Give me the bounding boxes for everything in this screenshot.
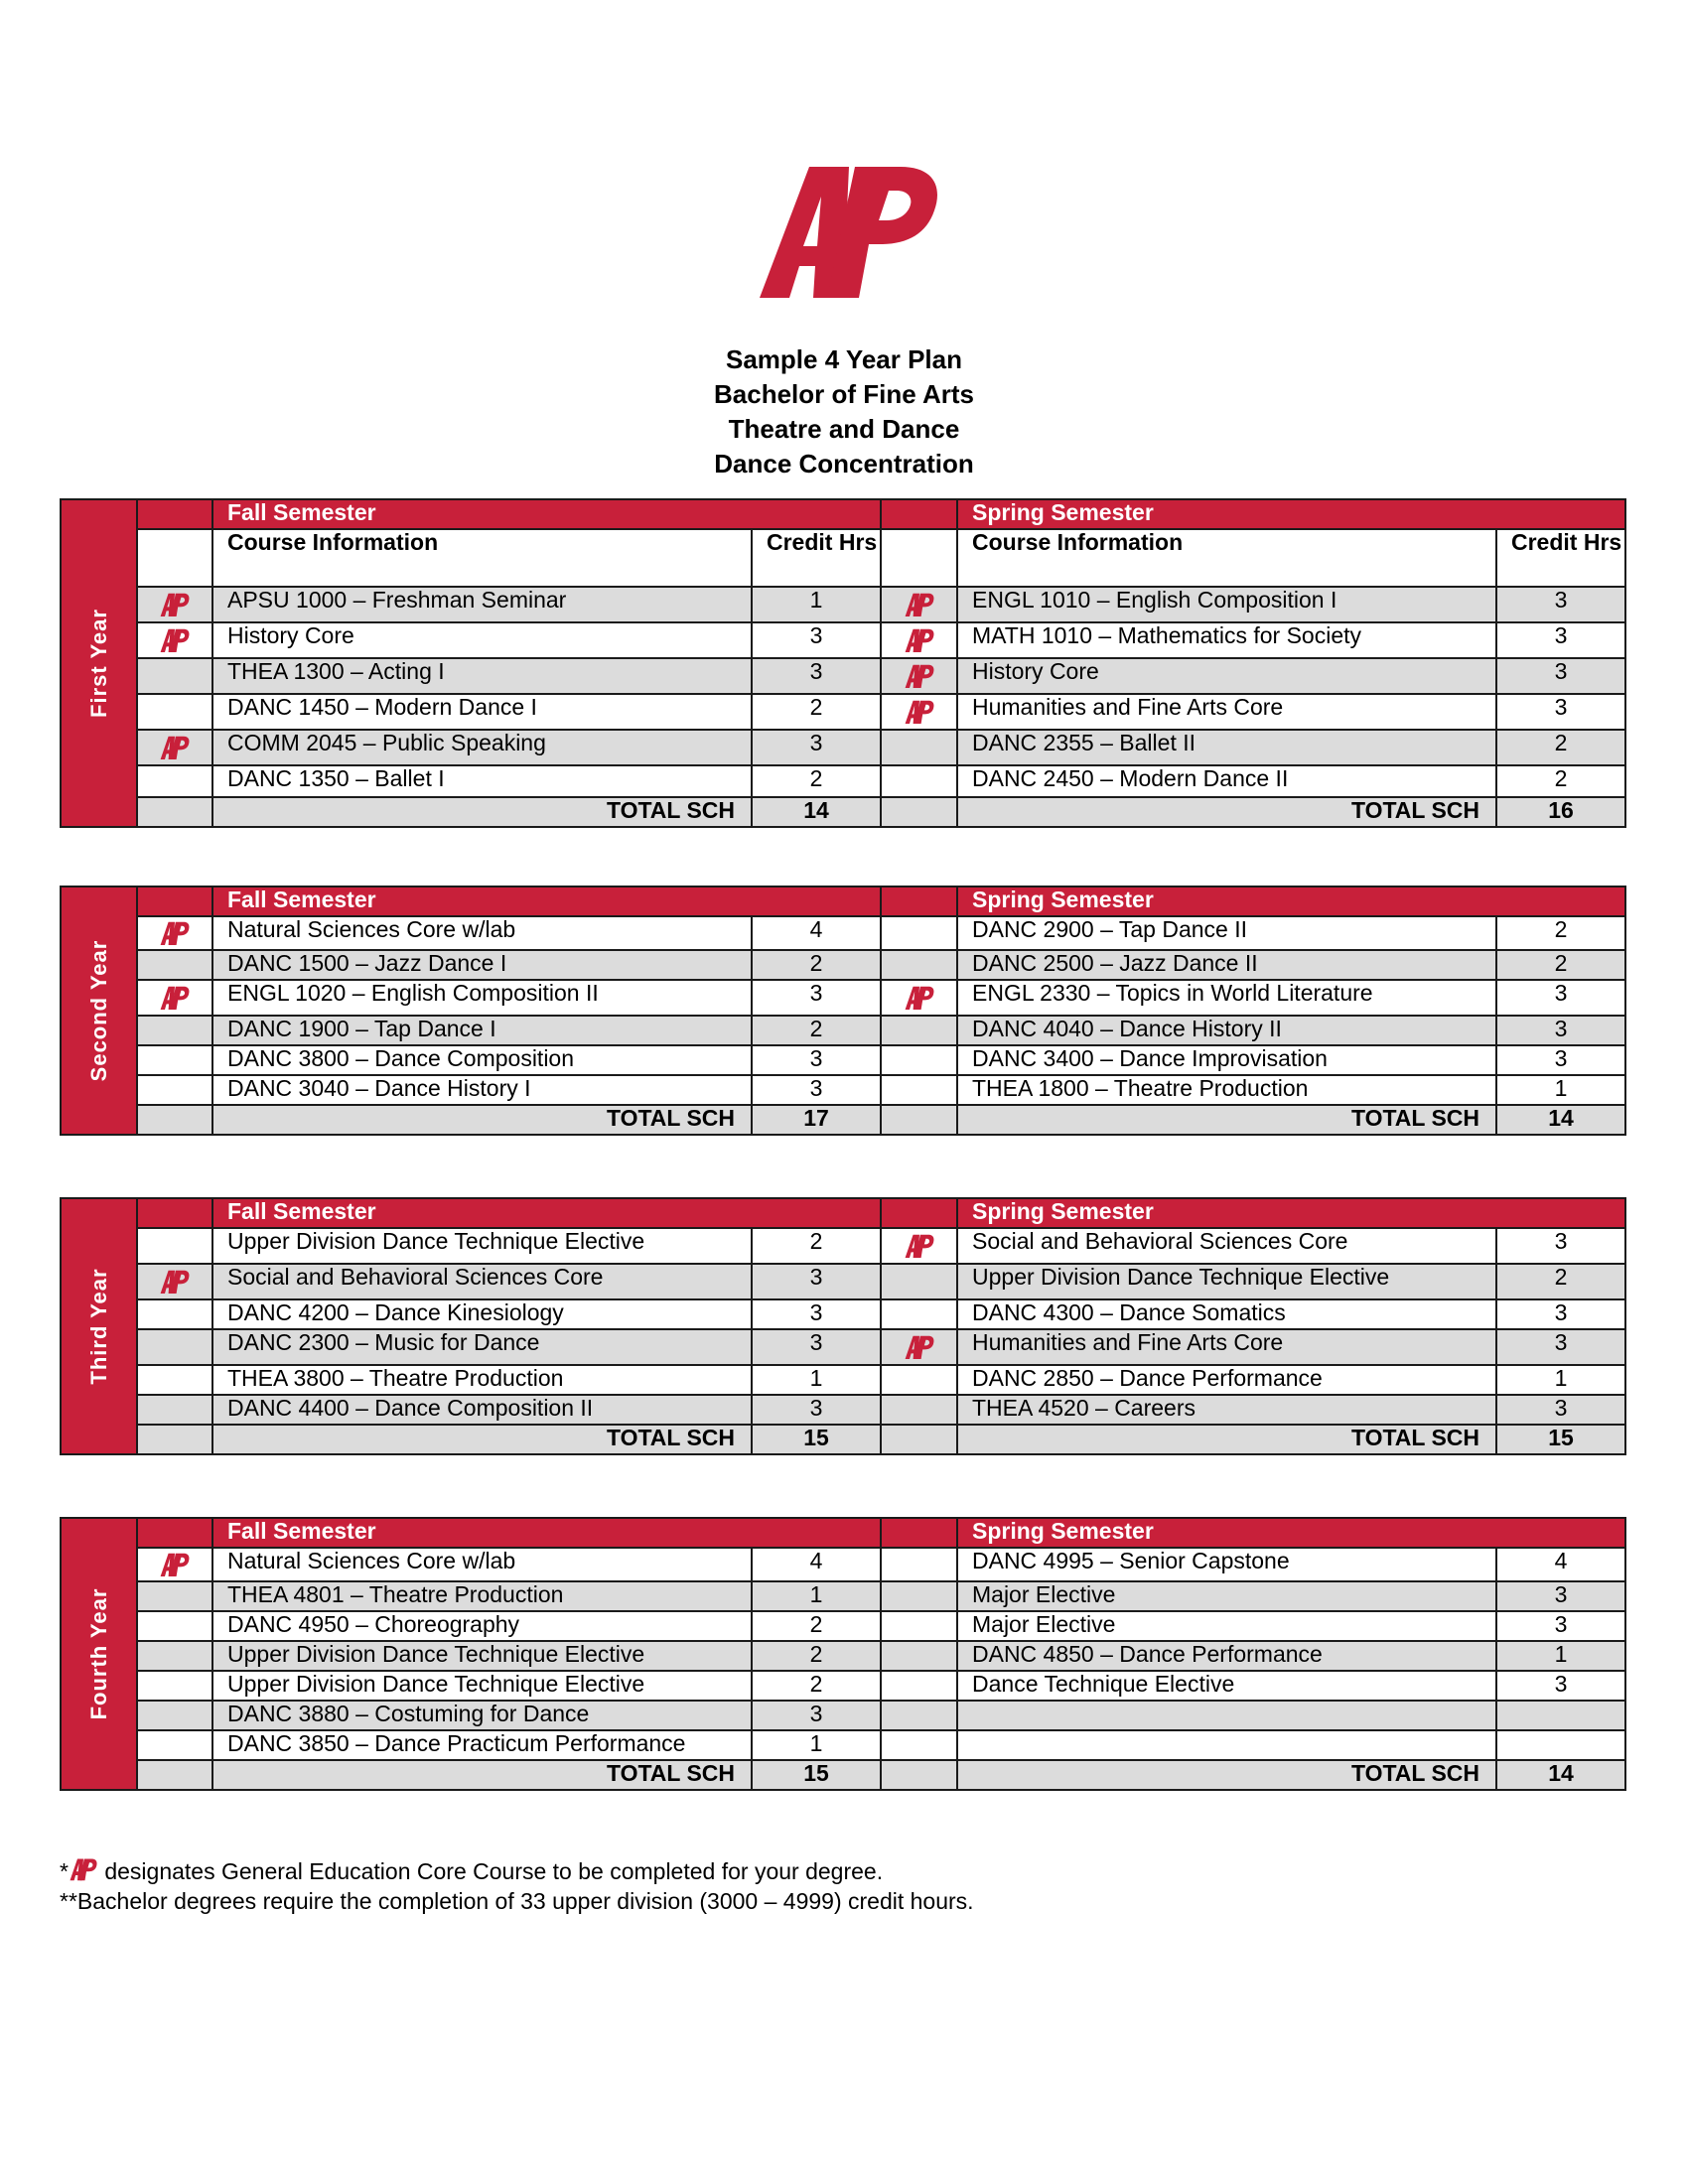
- ap-core-icon: [159, 591, 191, 618]
- spring-semester-header: Spring Semester: [957, 1518, 1625, 1548]
- spring-course: Dance Technique Elective: [957, 1671, 1496, 1701]
- fall-course: DANC 2300 – Music for Dance: [212, 1329, 752, 1365]
- icon-cell: [137, 980, 212, 1016]
- spring-course: Upper Division Dance Technique Elective: [957, 1264, 1496, 1299]
- spring-course: History Core: [957, 658, 1496, 694]
- spring-credit-hrs: 3: [1496, 587, 1625, 622]
- spring-course: DANC 2450 – Modern Dance II: [957, 765, 1496, 797]
- fall-total-label: TOTAL SCH: [212, 1760, 752, 1790]
- icon-cell: [137, 1581, 212, 1611]
- fall-course: DANC 1450 – Modern Dance I: [212, 694, 752, 730]
- table-row: [61, 1329, 1625, 1365]
- icon-cell: [881, 1395, 957, 1425]
- table-row: [61, 1045, 1625, 1075]
- table-row: [61, 1548, 1625, 1581]
- icon-cell: [137, 1425, 212, 1454]
- icon-column-header: [881, 1198, 957, 1228]
- spring-course: DANC 2900 – Tap Dance II: [957, 916, 1496, 950]
- icon-cell: [137, 1105, 212, 1135]
- icon-cell: [881, 916, 957, 950]
- fall-credit-hrs: 3: [752, 1701, 881, 1730]
- table-row: [61, 1671, 1625, 1701]
- year-label: Fourth Year: [61, 1518, 137, 1790]
- icon-cell: [137, 1395, 212, 1425]
- ap-core-icon: [159, 919, 191, 947]
- spring-credit-hrs: 3: [1496, 1299, 1625, 1329]
- icon-column-header: [881, 1518, 957, 1548]
- ap-core-icon: [159, 626, 191, 654]
- table-row: [61, 765, 1625, 797]
- icon-cell: [137, 1701, 212, 1730]
- title-line-4: Dance Concentration: [714, 449, 974, 478]
- year-label: Second Year: [61, 887, 137, 1135]
- spring-credit-hrs: 1: [1496, 1365, 1625, 1395]
- title-line-2: Bachelor of Fine Arts: [714, 379, 974, 409]
- icon-column-header: [137, 499, 212, 529]
- spring-credit-hrs: 2: [1496, 1264, 1625, 1299]
- fall-course: Social and Behavioral Sciences Core: [212, 1264, 752, 1299]
- icon-cell: [881, 1016, 957, 1045]
- year-table: [60, 1517, 1626, 1791]
- spring-credit-hrs: 3: [1496, 1581, 1625, 1611]
- year-table: [60, 498, 1626, 828]
- fall-total-label: TOTAL SCH: [212, 1425, 752, 1454]
- fall-semester-header: Fall Semester: [212, 887, 881, 916]
- spring-credit-hrs: 3: [1496, 1016, 1625, 1045]
- spring-total-value: 15: [1496, 1425, 1625, 1454]
- spring-course: DANC 4850 – Dance Performance: [957, 1641, 1496, 1671]
- icon-column-header: [137, 1198, 212, 1228]
- spring-course: DANC 2850 – Dance Performance: [957, 1365, 1496, 1395]
- fall-credit-hrs: 1: [752, 1581, 881, 1611]
- spring-course: DANC 4040 – Dance History II: [957, 1016, 1496, 1045]
- fall-course: Upper Division Dance Technique Elective: [212, 1641, 752, 1671]
- fall-course: Natural Sciences Core w/lab: [212, 916, 752, 950]
- footnote-gen-ed: [60, 1856, 974, 1886]
- spring-credit-hrs: 2: [1496, 730, 1625, 765]
- icon-cell: [881, 587, 957, 622]
- icon-cell: [881, 1365, 957, 1395]
- fall-credit-hrs: 3: [752, 1395, 881, 1425]
- icon-cell: [137, 1045, 212, 1075]
- total-row: [61, 1425, 1625, 1454]
- icon-cell: [881, 1641, 957, 1671]
- table-row: [61, 1075, 1625, 1105]
- spring-credit-hrs: 3: [1496, 622, 1625, 658]
- fall-course: DANC 4950 – Choreography: [212, 1611, 752, 1641]
- fall-credit-hrs: 1: [752, 1365, 881, 1395]
- icon-column-header: [137, 1518, 212, 1548]
- fall-total-value: 15: [752, 1760, 881, 1790]
- spring-semester-header: Spring Semester: [957, 499, 1625, 529]
- fall-semester-header: Fall Semester: [212, 1198, 881, 1228]
- spring-credit-hrs: 2: [1496, 765, 1625, 797]
- fall-course: DANC 4200 – Dance Kinesiology: [212, 1299, 752, 1329]
- title-line-3: Theatre and Dance: [728, 414, 960, 444]
- fall-credit-hrs: 2: [752, 1671, 881, 1701]
- spring-course: DANC 2355 – Ballet II: [957, 730, 1496, 765]
- icon-cell: [137, 1264, 212, 1299]
- credit-hrs-header: Credit Hrs: [1496, 529, 1625, 587]
- icon-cell: [137, 658, 212, 694]
- spring-course: DANC 3400 – Dance Improvisation: [957, 1045, 1496, 1075]
- table-row: [61, 1264, 1625, 1299]
- fall-course: ENGL 1020 – English Composition II: [212, 980, 752, 1016]
- spring-course: DANC 4995 – Senior Capstone: [957, 1548, 1496, 1581]
- table-row: [61, 622, 1625, 658]
- table-row: [61, 1730, 1625, 1760]
- icon-cell: [137, 765, 212, 797]
- spring-total-value: 14: [1496, 1760, 1625, 1790]
- fall-course: DANC 3040 – Dance History I: [212, 1075, 752, 1105]
- icon-cell: [137, 587, 212, 622]
- fall-credit-hrs: 3: [752, 1264, 881, 1299]
- footnotes: [60, 1856, 974, 1916]
- ap-core-icon: [904, 1232, 935, 1260]
- icon-cell: [137, 1611, 212, 1641]
- icon-cell: [881, 1730, 957, 1760]
- title-line-1: Sample 4 Year Plan: [726, 344, 962, 374]
- fall-course: APSU 1000 – Freshman Seminar: [212, 587, 752, 622]
- fall-credit-hrs: 4: [752, 916, 881, 950]
- fall-credit-hrs: 3: [752, 1075, 881, 1105]
- icon-cell: [881, 1105, 957, 1135]
- spring-total-value: 14: [1496, 1105, 1625, 1135]
- fall-course: DANC 3850 – Dance Practicum Performance: [212, 1730, 752, 1760]
- table-row: [61, 1299, 1625, 1329]
- spring-credit-hrs: 3: [1496, 1045, 1625, 1075]
- spring-course: Major Elective: [957, 1581, 1496, 1611]
- icon-cell: [881, 980, 957, 1016]
- icon-cell: [137, 1730, 212, 1760]
- ap-core-icon: [904, 591, 935, 618]
- icon-cell: [137, 694, 212, 730]
- table-row: [61, 1701, 1625, 1730]
- year-block: [60, 886, 1626, 1136]
- fall-total-value: 14: [752, 797, 881, 827]
- spring-credit-hrs: 3: [1496, 1671, 1625, 1701]
- table-row: [61, 1581, 1625, 1611]
- fall-credit-hrs: 2: [752, 765, 881, 797]
- document-titles: [0, 342, 1688, 481]
- icon-column-header: [881, 887, 957, 916]
- icon-cell: [137, 1548, 212, 1581]
- year-label: Third Year: [61, 1198, 137, 1454]
- year-table: [60, 886, 1626, 1136]
- ap-core-icon: [904, 1333, 935, 1361]
- spring-total-label: TOTAL SCH: [957, 1425, 1496, 1454]
- fall-course: DANC 3880 – Costuming for Dance: [212, 1701, 752, 1730]
- fall-credit-hrs: 2: [752, 1228, 881, 1264]
- spring-credit-hrs: 3: [1496, 658, 1625, 694]
- spring-credit-hrs: 2: [1496, 950, 1625, 980]
- total-row: [61, 797, 1625, 827]
- course-info-header: Course Information: [957, 529, 1496, 587]
- fall-course: THEA 4801 – Theatre Production: [212, 1581, 752, 1611]
- icon-column-header: [137, 887, 212, 916]
- year-block: [60, 1197, 1626, 1455]
- spring-course: Humanities and Fine Arts Core: [957, 1329, 1496, 1365]
- fall-course: Upper Division Dance Technique Elective: [212, 1228, 752, 1264]
- icon-cell: [137, 950, 212, 980]
- icon-cell: [137, 1016, 212, 1045]
- icon-cell: [137, 529, 212, 587]
- fall-credit-hrs: 2: [752, 950, 881, 980]
- table-row: [61, 1641, 1625, 1671]
- icon-cell: [881, 1045, 957, 1075]
- spring-course: THEA 4520 – Careers: [957, 1395, 1496, 1425]
- ap-core-icon: [69, 1856, 98, 1882]
- table-row: [61, 916, 1625, 950]
- spring-course: [957, 1701, 1496, 1730]
- spring-credit-hrs: 3: [1496, 1228, 1625, 1264]
- icon-cell: [881, 950, 957, 980]
- table-row: [61, 1228, 1625, 1264]
- ap-core-icon: [904, 626, 935, 654]
- fall-semester-header: Fall Semester: [212, 1518, 881, 1548]
- fall-credit-hrs: 3: [752, 658, 881, 694]
- fall-course: COMM 2045 – Public Speaking: [212, 730, 752, 765]
- icon-cell: [137, 1228, 212, 1264]
- icon-cell: [137, 730, 212, 765]
- table-row: [61, 694, 1625, 730]
- spring-course: THEA 1800 – Theatre Production: [957, 1075, 1496, 1105]
- spring-course: MATH 1010 – Mathematics for Society: [957, 622, 1496, 658]
- table-row: [61, 1395, 1625, 1425]
- icon-cell: [881, 622, 957, 658]
- total-row: [61, 1760, 1625, 1790]
- icon-cell: [881, 1264, 957, 1299]
- spring-course: Major Elective: [957, 1611, 1496, 1641]
- spring-credit-hrs: 1: [1496, 1075, 1625, 1105]
- fall-credit-hrs: 3: [752, 1045, 881, 1075]
- icon-cell: [137, 797, 212, 827]
- fall-credit-hrs: 3: [752, 622, 881, 658]
- ap-core-icon: [159, 984, 191, 1012]
- fall-credit-hrs: 2: [752, 1641, 881, 1671]
- fall-course: DANC 1350 – Ballet I: [212, 765, 752, 797]
- fall-course: Natural Sciences Core w/lab: [212, 1548, 752, 1581]
- icon-cell: [881, 694, 957, 730]
- year-table: [60, 1197, 1626, 1455]
- spring-credit-hrs: [1496, 1730, 1625, 1760]
- course-info-header: Course Information: [212, 529, 752, 587]
- icon-cell: [137, 1365, 212, 1395]
- spring-semester-header: Spring Semester: [957, 887, 1625, 916]
- icon-cell: [881, 730, 957, 765]
- icon-cell: [137, 1075, 212, 1105]
- spring-total-value: 16: [1496, 797, 1625, 827]
- icon-cell: [137, 622, 212, 658]
- spring-total-label: TOTAL SCH: [957, 1105, 1496, 1135]
- spring-course: Social and Behavioral Sciences Core: [957, 1228, 1496, 1264]
- fall-course: DANC 3800 – Dance Composition: [212, 1045, 752, 1075]
- footnote-text-1: designates General Education Core Course to be completed for your degree.: [97, 1858, 884, 1884]
- fall-total-label: TOTAL SCH: [212, 797, 752, 827]
- fall-course: Upper Division Dance Technique Elective: [212, 1671, 752, 1701]
- ap-logo: [752, 149, 950, 328]
- icon-cell: [881, 1671, 957, 1701]
- fall-total-label: TOTAL SCH: [212, 1105, 752, 1135]
- spring-credit-hrs: [1496, 1701, 1625, 1730]
- fall-semester-header: Fall Semester: [212, 499, 881, 529]
- spring-total-label: TOTAL SCH: [957, 1760, 1496, 1790]
- spring-semester-header: Spring Semester: [957, 1198, 1625, 1228]
- fall-credit-hrs: 3: [752, 980, 881, 1016]
- ap-core-icon: [159, 734, 191, 761]
- spring-credit-hrs: 1: [1496, 1641, 1625, 1671]
- spring-credit-hrs: 3: [1496, 1395, 1625, 1425]
- icon-cell: [137, 1299, 212, 1329]
- table-row: [61, 730, 1625, 765]
- footnote-star: *: [60, 1858, 69, 1884]
- table-row: [61, 980, 1625, 1016]
- footnote-upper-division: **Bachelor degrees require the completion of 33 upper division (3000 – 4999) credit hours.: [60, 1888, 974, 1914]
- year-label: First Year: [61, 499, 137, 827]
- fall-course: DANC 1900 – Tap Dance I: [212, 1016, 752, 1045]
- ap-core-icon: [159, 1551, 191, 1578]
- spring-course: DANC 4300 – Dance Somatics: [957, 1299, 1496, 1329]
- icon-cell: [137, 1671, 212, 1701]
- icon-cell: [881, 1075, 957, 1105]
- icon-cell: [137, 1641, 212, 1671]
- icon-cell: [881, 797, 957, 827]
- icon-cell: [137, 916, 212, 950]
- table-row: [61, 1611, 1625, 1641]
- total-row: [61, 1105, 1625, 1135]
- table-row: [61, 658, 1625, 694]
- fall-credit-hrs: 3: [752, 730, 881, 765]
- fall-course: DANC 1500 – Jazz Dance I: [212, 950, 752, 980]
- spring-credit-hrs: 3: [1496, 1611, 1625, 1641]
- table-row: [61, 587, 1625, 622]
- icon-column-header: [881, 499, 957, 529]
- icon-cell: [881, 1548, 957, 1581]
- table-row: [61, 1365, 1625, 1395]
- table-row: [61, 1016, 1625, 1045]
- icon-cell: [881, 658, 957, 694]
- spring-credit-hrs: 3: [1496, 1329, 1625, 1365]
- fall-total-value: 15: [752, 1425, 881, 1454]
- fall-credit-hrs: 1: [752, 1730, 881, 1760]
- year-block: [60, 498, 1626, 828]
- year-block: [60, 1517, 1626, 1791]
- fall-credit-hrs: 4: [752, 1548, 881, 1581]
- spring-course: [957, 1730, 1496, 1760]
- icon-cell: [881, 1760, 957, 1790]
- fall-credit-hrs: 2: [752, 1016, 881, 1045]
- spring-credit-hrs: 4: [1496, 1548, 1625, 1581]
- fall-course: THEA 3800 – Theatre Production: [212, 1365, 752, 1395]
- icon-cell: [881, 1329, 957, 1365]
- icon-cell: [881, 1611, 957, 1641]
- spring-course: ENGL 2330 – Topics in World Literature: [957, 980, 1496, 1016]
- spring-course: DANC 2500 – Jazz Dance II: [957, 950, 1496, 980]
- icon-cell: [881, 529, 957, 587]
- ap-core-icon: [904, 698, 935, 726]
- icon-cell: [881, 1701, 957, 1730]
- spring-course: ENGL 1010 – English Composition I: [957, 587, 1496, 622]
- fall-credit-hrs: 3: [752, 1329, 881, 1365]
- spring-course: Humanities and Fine Arts Core: [957, 694, 1496, 730]
- fall-total-value: 17: [752, 1105, 881, 1135]
- table-row: [61, 950, 1625, 980]
- spring-credit-hrs: 3: [1496, 694, 1625, 730]
- icon-cell: [881, 1425, 957, 1454]
- icon-cell: [137, 1329, 212, 1365]
- spring-total-label: TOTAL SCH: [957, 797, 1496, 827]
- spring-credit-hrs: 2: [1496, 916, 1625, 950]
- icon-cell: [137, 1760, 212, 1790]
- spring-credit-hrs: 3: [1496, 980, 1625, 1016]
- fall-course: DANC 4400 – Dance Composition II: [212, 1395, 752, 1425]
- icon-cell: [881, 1581, 957, 1611]
- credit-hrs-header: Credit Hrs: [752, 529, 881, 587]
- ap-core-icon: [159, 1268, 191, 1296]
- ap-core-icon: [904, 984, 935, 1012]
- fall-course: THEA 1300 – Acting I: [212, 658, 752, 694]
- fall-course: History Core: [212, 622, 752, 658]
- fall-credit-hrs: 1: [752, 587, 881, 622]
- icon-cell: [881, 765, 957, 797]
- fall-credit-hrs: 3: [752, 1299, 881, 1329]
- fall-credit-hrs: 2: [752, 694, 881, 730]
- icon-cell: [881, 1299, 957, 1329]
- icon-cell: [881, 1228, 957, 1264]
- ap-core-icon: [904, 662, 935, 690]
- fall-credit-hrs: 2: [752, 1611, 881, 1641]
